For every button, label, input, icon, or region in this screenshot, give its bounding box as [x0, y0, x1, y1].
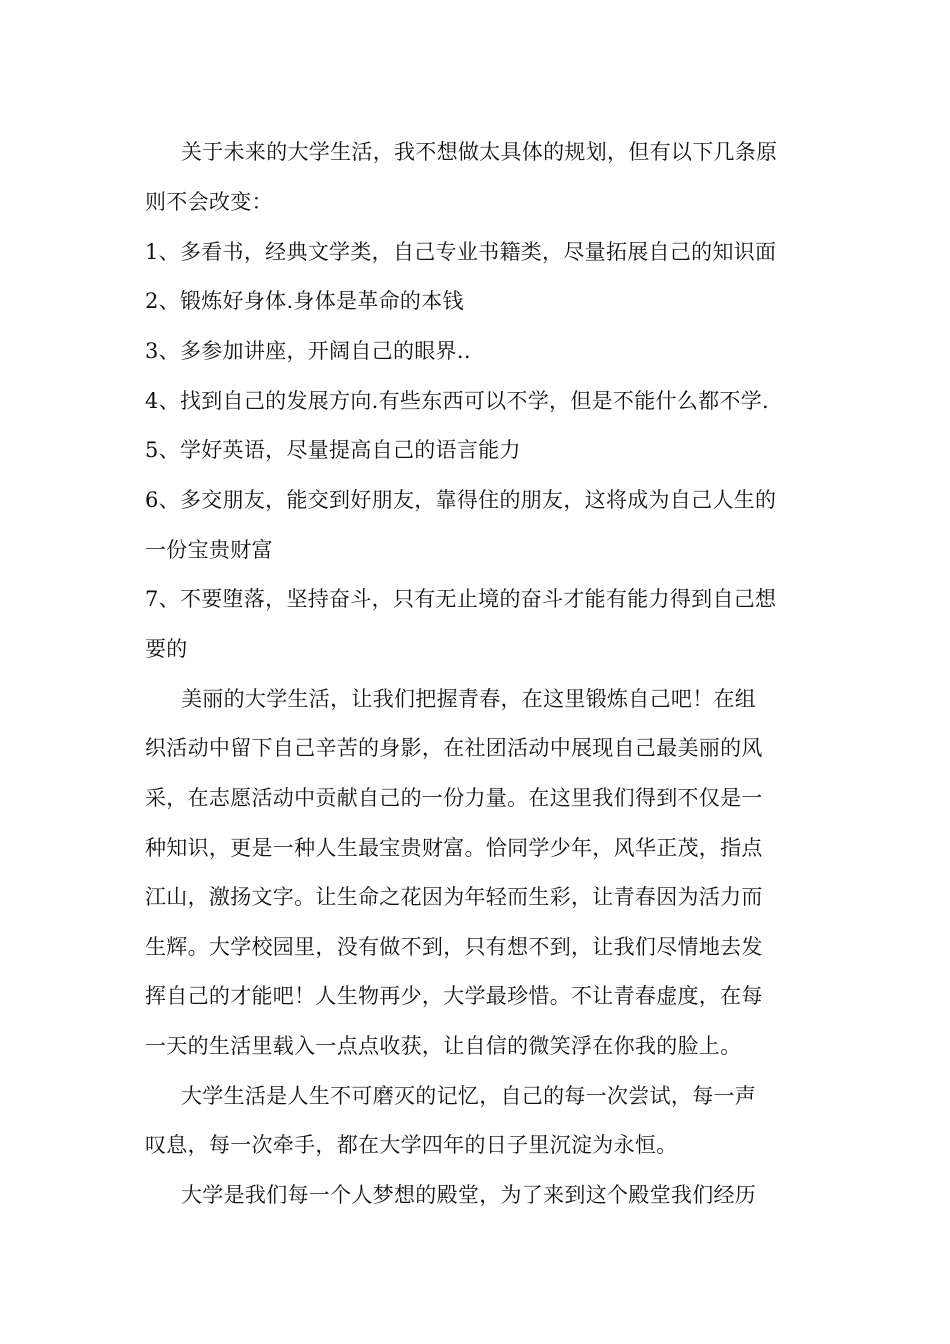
paragraph-memory-line-2: 叹息，每一次牵手，都在大学四年的日子里沉淀为永恒。 [145, 1133, 678, 1157]
list-item-1: 1、多看书，经典文学类，自己专业书籍类，尽量拓展自己的知识面 [145, 240, 777, 264]
list-item-6-line-2: 一份宝贵财富 [145, 538, 273, 562]
paragraph-memory-line-1: 大学生活是人生不可磨灭的记忆，自己的每一次尝试，每一声 [181, 1084, 757, 1108]
list-item-7-line-2: 要的 [145, 637, 188, 661]
paragraph-plan-intro-line-2: 则不会改变： [145, 190, 273, 214]
paragraph-beautiful-life-line-3: 采，在志愿活动中贡献自己的一份力量。在这里我们得到不仅是一 [145, 786, 763, 810]
list-item-3: 3、多参加讲座，开阔自己的眼界.. [145, 339, 471, 363]
paragraph-beautiful-life-line-5: 江山，激扬文字。让生命之花因为年轻而生彩，让青春因为活力而 [145, 885, 763, 909]
paragraph-plan-intro-line-1: 关于未来的大学生活，我不想做太具体的规划，但有以下几条原 [181, 140, 778, 164]
list-item-5: 5、学好英语，尽量提高自己的语言能力 [145, 438, 521, 462]
paragraph-beautiful-life-line-6: 生辉。大学校园里，没有做不到，只有想不到，让我们尽情地去发 [145, 935, 763, 959]
list-item-6-line-1: 6、多交朋友，能交到好朋友，靠得住的朋友，这将成为自己人生的 [145, 488, 777, 512]
list-item-4: 4、找到自己的发展方向.有些东西可以不学，但是不能什么都不学. [145, 389, 770, 413]
list-item-7-line-1: 7、不要堕落，坚持奋斗，只有无止境的奋斗才能有能力得到自己想 [145, 587, 777, 611]
paragraph-beautiful-life-line-8: 一天的生活里载入一点点收获，让自信的微笑浮在你我的脸上。 [145, 1034, 742, 1058]
paragraph-dream-hall-line-1: 大学是我们每一个人梦想的殿堂，为了来到这个殿堂我们经历 [181, 1183, 757, 1207]
paragraph-beautiful-life-line-2: 织活动中留下自己辛苦的身影，在社团活动中展现自己最美丽的风 [145, 736, 763, 760]
paragraph-beautiful-life-line-1: 美丽的大学生活，让我们把握青春，在这里锻炼自己吧！在组 [181, 687, 757, 711]
paragraph-beautiful-life-line-4: 种知识，更是一种人生最宝贵财富。恰同学少年，风华正茂，指点 [145, 836, 763, 860]
paragraph-beautiful-life-line-7: 挥自己的才能吧！人生物再少，大学最珍惜。不让青春虚度，在每 [145, 984, 763, 1008]
list-item-2: 2、锻炼好身体.身体是革命的本钱 [145, 289, 464, 313]
